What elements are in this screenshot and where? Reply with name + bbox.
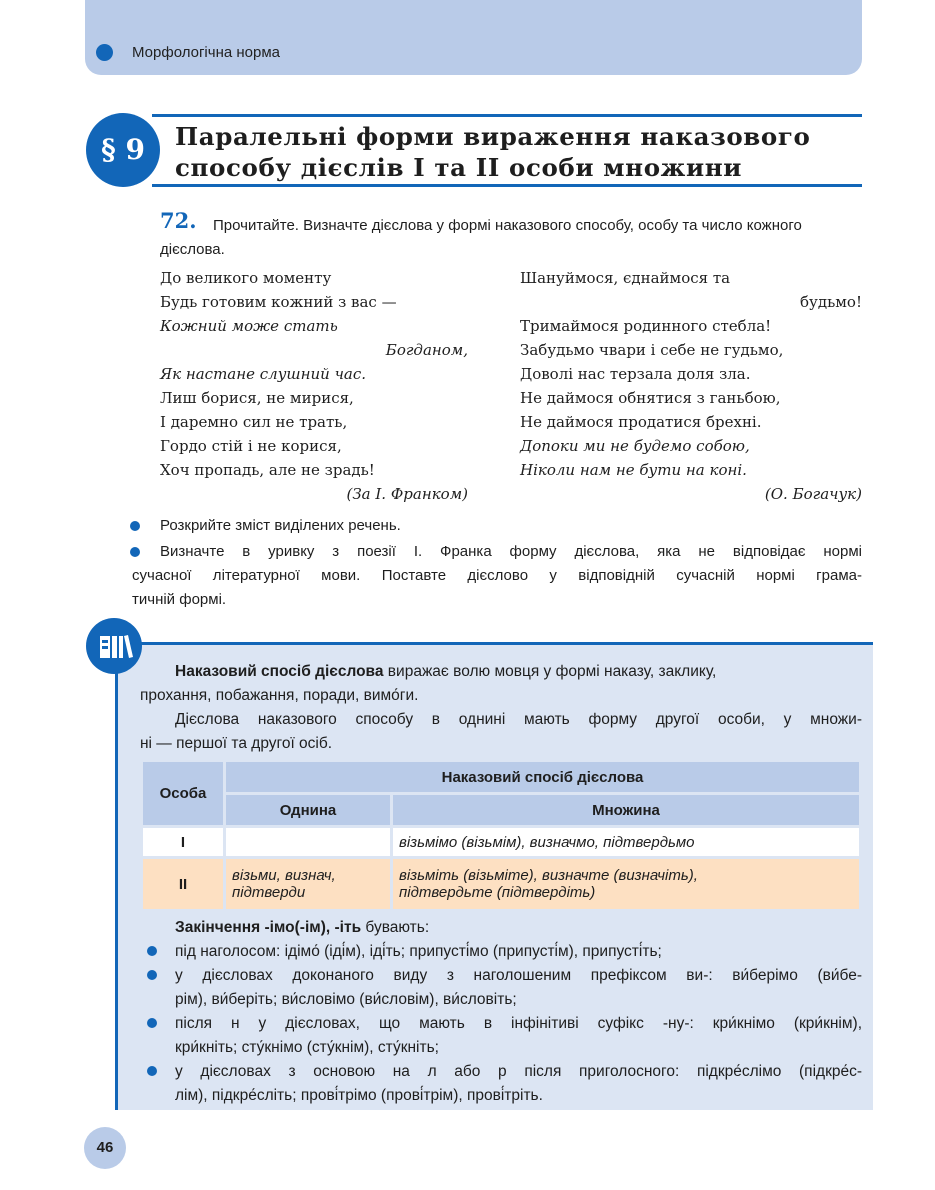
imperative-table	[140, 759, 862, 912]
table-header-plural: Множина	[393, 795, 859, 825]
rule-item: лім), підкре́сліть; прові́трімо (прові́трім), прові́тріть.	[175, 1087, 543, 1104]
bullet-icon	[147, 1066, 157, 1076]
rule-box-border-left	[115, 642, 118, 1110]
rule-paragraph	[175, 916, 429, 940]
task-text: Розкрийте зміст виділених речень.	[160, 517, 401, 534]
bullet-icon	[130, 547, 140, 557]
table-header-person: Особа	[143, 762, 223, 825]
chapter-header-bar	[85, 0, 862, 75]
table-cell-singular	[226, 859, 390, 909]
task-text: Визначте в уривку з поезії І. Франка форму дієслова, яка не відповідає нормі	[160, 543, 862, 560]
table-header-main: Наказовий спосіб дієслова	[226, 762, 859, 792]
rule-item: рім), ви́беріть; ви́словімо (ви́словім), ви́словіть;	[175, 991, 517, 1008]
poem-line: Кожний може стать	[160, 317, 338, 335]
cell-line: підтверди	[232, 884, 306, 901]
table-cell-singular	[226, 828, 390, 856]
poem-line: Будь готовим кожний з вас —	[160, 293, 397, 311]
rule-term: Наказовий спосіб дієслова	[175, 663, 384, 680]
bullet-icon	[96, 44, 113, 61]
poem-author: (О. Богачук)	[764, 485, 862, 503]
poem-line: Доволі нас терзала доля зла.	[520, 365, 751, 383]
poem-line: Гордо стій і не корися,	[160, 437, 342, 455]
section-title-line: способу дієслів І та ІІ особи множини	[175, 153, 743, 182]
cell-line: підтвердьте (підтвердіть)	[399, 884, 596, 901]
rule-text: ні — першої та другої осіб.	[140, 735, 333, 752]
poem-franko	[160, 266, 468, 506]
section-title-line: Паралельні форми вираження наказового	[175, 122, 811, 151]
poem-line: Не даймося продатися брехні.	[520, 413, 762, 431]
poem-line: Богданом,	[385, 341, 468, 359]
exercise-instruction: Прочитайте. Визначте дієслова у формі наказового способу, особу та число кожного дієслова.	[160, 217, 802, 258]
task-text: тичній формі.	[132, 591, 227, 608]
poem-bohachuk	[520, 266, 862, 506]
cell-line: візьми, визнач,	[232, 867, 336, 884]
rule-item: кри́кніть; сту́кнімо (сту́кнім), сту́кніть;	[175, 1039, 439, 1056]
rule-item: після н у дієсловах, що мають в інфінітиві суфікс -ну-: кри́кнімо (кри́кнім),	[175, 1015, 862, 1032]
poem-author: (За І. Франком)	[346, 485, 468, 503]
rule-item: у дієсловах з основою на л або р після приголосного: підкре́слімо (підкре́с-	[175, 1063, 862, 1080]
poem-line: Шануймося, єднаймося та	[520, 269, 731, 287]
books-icon	[86, 618, 142, 674]
page-number: 46	[84, 1127, 126, 1169]
bullet-icon	[147, 1018, 157, 1028]
poem-line: будьмо!	[800, 293, 862, 311]
rule-item: під наголосом: ідімо́ (іді́м), іді́ть; припусті́мо (припусті́м), припусті́ть;	[175, 943, 662, 960]
poem-line: Ніколи нам не бути на коні.	[520, 461, 747, 479]
section-title	[175, 121, 865, 183]
poem-line: Лиш борися, не мирися,	[160, 389, 354, 407]
rule-text: Дієслова наказового способу в однині мають форму другої особи, у множи-	[175, 711, 862, 728]
poem-line: До великого моменту	[160, 269, 332, 287]
bullet-icon	[147, 946, 157, 956]
rule-item: у дієсловах доконаного виду з наголошеним префіксом ви-: ви́берімо (ви́бе-	[175, 967, 862, 984]
poem-line: І даремно сил не трать,	[160, 413, 348, 431]
exercise-number: 72.	[160, 208, 197, 233]
rule-term: Закінчення -імо(-ім), -іть	[175, 919, 362, 936]
rule-text: виражає волю мовця у формі наказу, заклику,	[383, 663, 717, 680]
chapter-title: Морфологічна норма	[132, 44, 281, 61]
table-header-singular: Однина	[226, 795, 390, 825]
poem-line: Не даймося обнятися з ганьбою,	[520, 389, 781, 407]
section-number-badge: § 9	[86, 113, 160, 187]
rule-text: бувають:	[361, 919, 430, 936]
table-row	[143, 859, 859, 909]
table-row	[143, 828, 859, 856]
poem-line: Як настане слушний час.	[160, 365, 367, 383]
section-rule-bottom	[152, 184, 862, 187]
bullet-icon	[130, 521, 140, 531]
table-cell-plural: візьмімо (візьмім), визначмо, підтвердьмо	[393, 828, 859, 856]
poem-line: Хоч пропадь, але не зрадь!	[160, 461, 375, 479]
rule-box-border-top	[115, 642, 873, 645]
table-cell-person: І	[143, 828, 223, 856]
rule-paragraph	[175, 660, 862, 684]
section-rule-top	[152, 114, 862, 117]
poem-line: Забудьмо чвари і себе не гудьмо,	[520, 341, 784, 359]
table-cell-person: ІІ	[143, 859, 223, 909]
task-text: сучасної літературної мови. Поставте дієслово у відповідній сучасній нормі грама-	[132, 567, 862, 584]
cell-line: візьміть (візьміте), визначте (визначіть),	[399, 867, 698, 884]
table-cell-plural	[393, 859, 859, 909]
poem-line: Допоки ми не будемо собою,	[520, 437, 750, 455]
bullet-icon	[147, 970, 157, 980]
rule-text: прохання, побажання, поради, вимо́ги.	[140, 687, 419, 704]
poem-line: Тримаймося родинного стебла!	[520, 317, 772, 335]
